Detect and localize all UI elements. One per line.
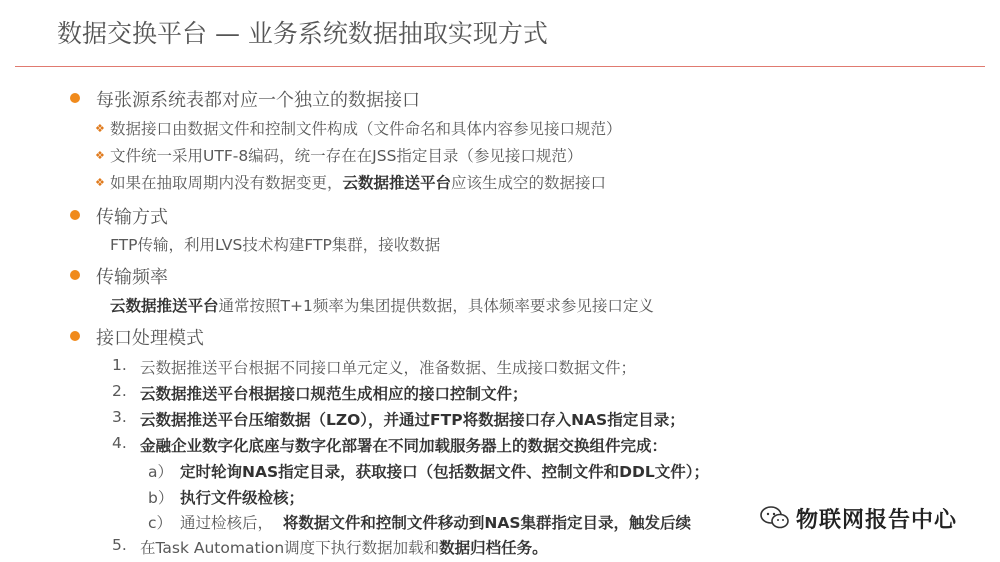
section-heading-4: 接口处理模式 (96, 328, 204, 349)
step-prefix: 在Task Automation调度下执行数据加载和 (140, 539, 440, 557)
section-3-text (110, 294, 654, 316)
substep-text: 执行文件级检核； (180, 489, 305, 507)
watermark-text: 物联网报告中心 (796, 507, 958, 533)
bullet-dot-icon (70, 331, 80, 341)
substep-text (180, 511, 691, 533)
step-text: 云数据推送平台根据不同接口单元定义，准备数据、生成接口数据文件； (140, 359, 637, 377)
substep-prefix: 通过检核后， (180, 514, 274, 532)
item-text: 应该生成空的数据接口 (451, 174, 607, 192)
step-number: 3. (112, 408, 127, 426)
bullet-dot-icon (70, 270, 80, 280)
item-text: 通常按照T+1频率为集团提供数据，具体频率要求参见接口定义 (218, 297, 654, 315)
section-2-text: FTP传输，利用LVS技术构建FTP集群，接收数据 (110, 236, 441, 254)
bullet-dot-icon (70, 210, 80, 220)
step-emphasis: 数据归档任务。 (439, 539, 548, 557)
substep-letter: c） (148, 514, 173, 532)
step-number: 2. (112, 382, 127, 400)
section-1-item-3 (110, 171, 606, 193)
wechat-icon (760, 505, 790, 531)
bullet-dot-icon (70, 93, 80, 103)
step-number: 1. (112, 356, 127, 374)
substep-letter: a） (148, 463, 173, 481)
step-text: 金融企业数字化底座与数字化部署在不同加载服务器上的数据交换组件完成： (140, 437, 668, 455)
section-heading-1: 每张源系统表都对应一个独立的数据接口 (96, 90, 420, 111)
platform-name: 云数据推送平台 (342, 174, 452, 192)
section-heading-2: 传输方式 (96, 207, 168, 228)
step-text: 云数据推送平台压缩数据（LZO），并通过FTP将数据接口存入NAS指定目录； (140, 411, 685, 429)
step-number: 4. (112, 434, 127, 452)
substep-text: 定时轮询NAS指定目录，获取接口（包括数据文件、控制文件和DDL文件）； (180, 463, 709, 481)
item-text: 如果在抽取周期内没有数据变更， (110, 174, 343, 192)
step-text (140, 536, 548, 558)
watermark (760, 502, 957, 534)
substep-letter: b） (148, 489, 174, 507)
section-1-item-1: 数据接口由数据文件和控制文件构成（文件命名和具体内容参见接口规范） (110, 120, 622, 138)
section-1-item-2: 文件统一采用UTF-8编码，统一存在在JSS指定目录（参见接口规范） (110, 147, 583, 165)
substep-emphasis: 将数据文件和控制文件移动到NAS集群指定目录，触发后续 (282, 514, 692, 532)
step-number: 5. (112, 536, 127, 554)
platform-name: 云数据推送平台 (110, 297, 219, 315)
section-heading-3: 传输频率 (96, 267, 168, 288)
page-title: 数据交换平台 — 业务系统数据抽取实现方式 (57, 19, 548, 48)
diamond-bullet-icon: ❖ (95, 122, 105, 135)
step-text: 云数据推送平台根据接口规范生成相应的接口控制文件； (140, 385, 528, 403)
diamond-bullet-icon: ❖ (95, 176, 105, 189)
diamond-bullet-icon: ❖ (95, 149, 105, 162)
